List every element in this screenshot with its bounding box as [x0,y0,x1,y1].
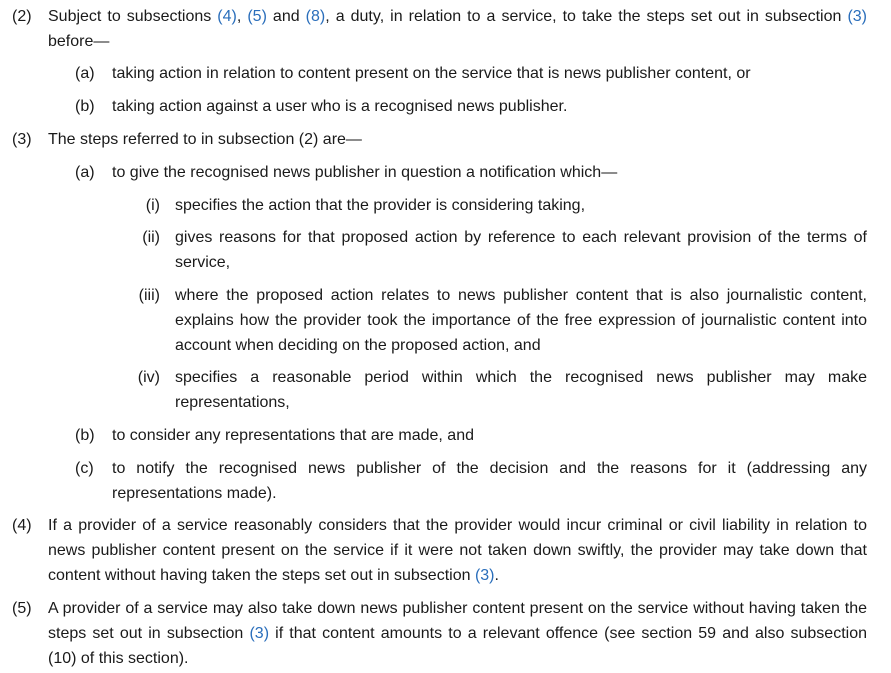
subparagraph-3a-i [130,193,867,218]
link-subsection-3[interactable]: (3) [474,567,495,584]
subparagraph-text: where the proposed action relates to news publisher content that is also journalistic content, explains how the provider took the importance of the free expression of journalistic content into account when deciding on the proposed action, and [175,287,867,354]
paragraph-text: to consider any representations that are made, and [112,427,474,444]
subsection-text [48,596,867,671]
link-subsection-5[interactable]: (5) [247,8,267,25]
paragraph-number: (c) [75,460,94,477]
subsection-number: (5) [12,600,32,617]
subsection-text [48,513,867,588]
subparagraph-text: specifies the action that the provider is considering taking, [175,197,586,214]
paragraph-text: to give the recognised news publisher in question a notification which— [112,164,618,181]
text-fragment: , [236,8,248,25]
subparagraph-text: specifies a reasonable period within which the recognised news publisher may make representations, [175,369,867,411]
paragraph-number: (a) [75,164,95,181]
paragraph-number: (a) [75,65,95,82]
paragraph-3c [75,456,867,506]
link-subsection-3[interactable]: (3) [249,625,270,642]
subparagraph-number: (i) [145,197,160,214]
text-fragment: , a duty, in relation to a service, to take the steps set out in subsection [325,8,848,25]
subsection-text [48,4,867,54]
subparagraph-3a-iii [130,283,867,358]
subsection-4 [12,513,867,588]
subparagraph-3a-ii [130,225,867,275]
paragraph-2b [75,94,867,119]
text-fragment: If a provider of a service reasonably considers that the provider would incur criminal or civil liability in relation to news publisher content present on the service if it were not taken down swiftly, the provider may take down that content without having taken the steps set out in subsection [48,517,867,584]
text-fragment: before— [48,33,110,50]
paragraph-3b [75,423,867,448]
subsection-text: The steps referred to in subsection (2) are— [48,131,362,148]
paragraph-text: to notify the recognised news publisher of the decision and the reasons for it (addressing any representations made). [112,460,867,502]
text-fragment: if that content amounts to a relevant offence (see section 59 and also subsection (10) of this section). [48,625,868,667]
subparagraph-3a-iv [130,365,867,415]
subsection-number: (3) [12,131,32,148]
subparagraph-number: (ii) [142,229,160,246]
text-fragment: Subject to subsections [48,8,218,25]
subparagraph-number: (iv) [137,369,160,386]
paragraph-number: (b) [75,427,95,444]
subparagraph-text: gives reasons for that proposed action by reference to each relevant provision of the terms of service, [175,229,867,271]
paragraph-text: taking action against a user who is a recognised news publisher. [112,98,568,115]
text-fragment: and [266,8,306,25]
paragraph-number: (b) [75,98,95,115]
subparagraph-number: (iii) [138,287,160,304]
text-fragment: A provider of a service may also take down news publisher content present on the service without having taken the steps set out in subsection [48,600,867,642]
subsection-2 [12,4,867,54]
link-subsection-3[interactable]: (3) [847,8,868,25]
subsection-number: (2) [12,8,32,25]
paragraph-2a [75,61,867,86]
subsection-number: (4) [12,517,32,534]
subsection-5 [12,596,867,671]
link-subsection-8[interactable]: (8) [305,8,326,25]
subsection-3 [12,127,867,152]
text-fragment: . [494,567,499,584]
paragraph-text: taking action in relation to content present on the service that is news publisher content, or [112,65,751,82]
link-subsection-4[interactable]: (4) [217,8,237,25]
paragraph-3a [75,160,867,185]
